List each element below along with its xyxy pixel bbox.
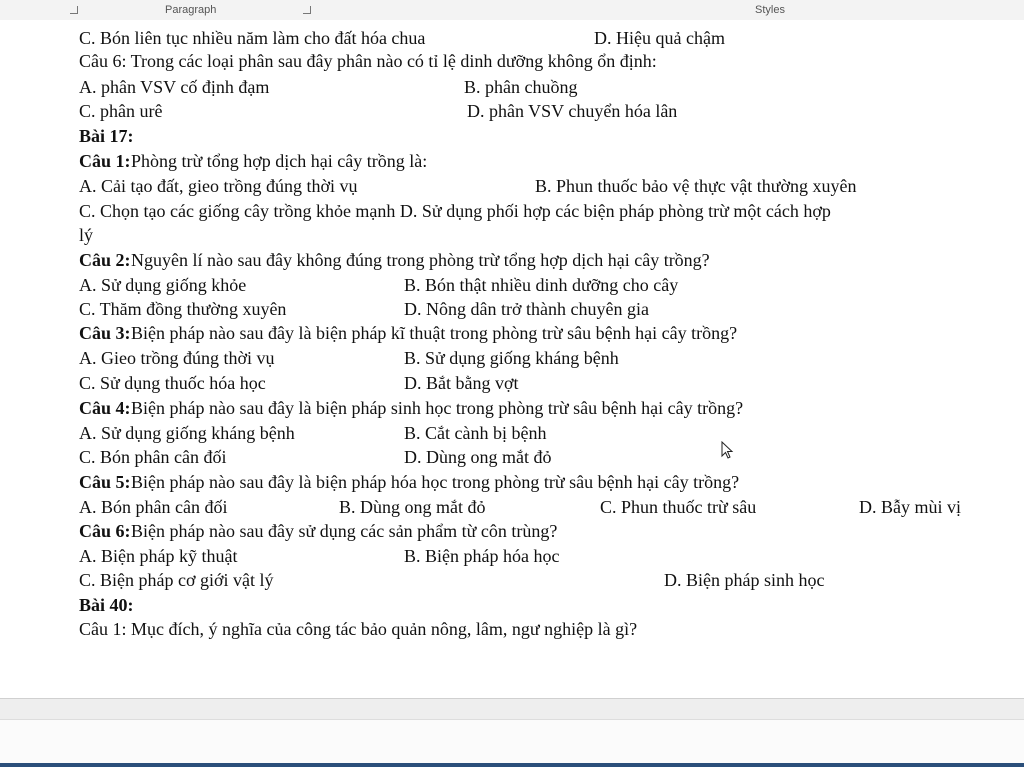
bold-heading: Câu 4: xyxy=(79,398,131,418)
taskbar-edge xyxy=(0,763,1024,767)
line-text: D. Bẫy mùi vị xyxy=(859,497,961,517)
line-text: A. Biện pháp kỹ thuật xyxy=(79,546,238,566)
line-text: Câu 1: Mục đích, ý nghĩa của công tác bảo quản nông, lâm, ngư nghiệp là gì? xyxy=(79,619,638,639)
line-text: D. Biện pháp sinh học xyxy=(664,570,825,590)
line-text: Biện pháp nào sau đây sử dụng các sản phẩm từ côn trùng? xyxy=(131,521,558,541)
line-text: D. Hiệu quả chậm xyxy=(594,28,725,48)
line-text: B. Biện pháp hóa học xyxy=(404,546,560,566)
document-page[interactable] xyxy=(0,20,1024,698)
line-text: lý xyxy=(79,225,94,245)
line-text: C. Chọn tạo các giống cây trồng khỏe mạnh D. Sử dụng phối hợp các biện pháp phòng trừ một cách hợp xyxy=(79,201,831,221)
bold-heading: Câu 6: xyxy=(79,521,131,541)
line-text: D. phân VSV chuyển hóa lân xyxy=(467,101,678,121)
styles-group-label: Styles xyxy=(755,4,785,16)
bold-heading: Câu 3: xyxy=(79,323,131,343)
ribbon-group-labels xyxy=(0,0,1024,21)
line-text: B. Dùng ong mắt đỏ xyxy=(339,497,486,517)
line-text: Biện pháp nào sau đây là biện pháp hóa học trong phòng trừ sâu bệnh hại cây trồng? xyxy=(131,472,740,492)
line-text: A. Bón phân cân đối xyxy=(79,497,228,517)
line-text: B. Sử dụng giống kháng bệnh xyxy=(404,348,619,368)
line-text: D. Bắt bằng vợt xyxy=(404,373,519,393)
line-text: A. phân VSV cố định đạm xyxy=(79,77,270,97)
line-text: B. Cắt cành bị bệnh xyxy=(404,423,547,443)
line-text: A. Sử dụng giống kháng bệnh xyxy=(79,423,295,443)
mouse-pointer-icon xyxy=(721,441,735,461)
line-text: D. Nông dân trở thành chuyên gia xyxy=(404,299,649,319)
line-text: Nguyên lí nào sau đây không đúng trong phòng trừ tổng hợp dịch hại cây trồng? xyxy=(131,250,710,270)
line-text: C. Sử dụng thuốc hóa học xyxy=(79,373,266,393)
line-text: C. Phun thuốc trừ sâu xyxy=(600,497,757,517)
line-text: C. Bón phân cân đối xyxy=(79,447,227,467)
bold-heading: Bài 40: xyxy=(79,595,134,615)
line-text: D. Dùng ong mắt đỏ xyxy=(404,447,552,467)
line-text: A. Cải tạo đất, gieo trồng đúng thời vụ xyxy=(79,176,358,196)
line-text: C. phân urê xyxy=(79,101,163,121)
line-text: Biện pháp nào sau đây là biện pháp sinh học trong phòng trừ sâu bệnh hại cây trồng? xyxy=(131,398,744,418)
line-text: B. Bón thật nhiều dinh dưỡng cho cây xyxy=(404,275,679,295)
paragraph-dialog-launcher-icon[interactable] xyxy=(303,6,311,14)
line-text: Câu 6: Trong các loại phân sau đây phân nào có tỉ lệ dinh dưỡng không ổn định: xyxy=(79,51,657,71)
line-text: C. Bón liên tục nhiều năm làm cho đất hóa chua xyxy=(79,28,426,48)
status-area xyxy=(0,719,1024,764)
line-text: A. Sử dụng giống khỏe xyxy=(79,275,247,295)
line-text: Biện pháp nào sau đây là biện pháp kĩ thuật trong phòng trừ sâu bệnh hại cây trồng? xyxy=(131,323,738,343)
line-text: C. Thăm đồng thường xuyên xyxy=(79,299,287,319)
bold-heading: Câu 5: xyxy=(79,472,131,492)
dialog-launcher-icon[interactable] xyxy=(70,6,78,14)
line-text: B. Phun thuốc bảo vệ thực vật thường xuyên xyxy=(535,176,857,196)
paragraph-group-label: Paragraph xyxy=(165,4,217,16)
line-text: Phòng trừ tổng hợp dịch hại cây trồng là: xyxy=(131,151,428,171)
bold-heading: Câu 2: xyxy=(79,250,131,270)
line-text: C. Biện pháp cơ giới vật lý xyxy=(79,570,274,590)
bold-heading: Bài 17: xyxy=(79,126,134,146)
bold-heading: Câu 1: xyxy=(79,151,131,171)
line-text: A. Gieo trồng đúng thời vụ xyxy=(79,348,275,368)
line-text: B. phân chuồng xyxy=(464,77,578,97)
horizontal-scrollbar[interactable] xyxy=(0,698,1024,719)
